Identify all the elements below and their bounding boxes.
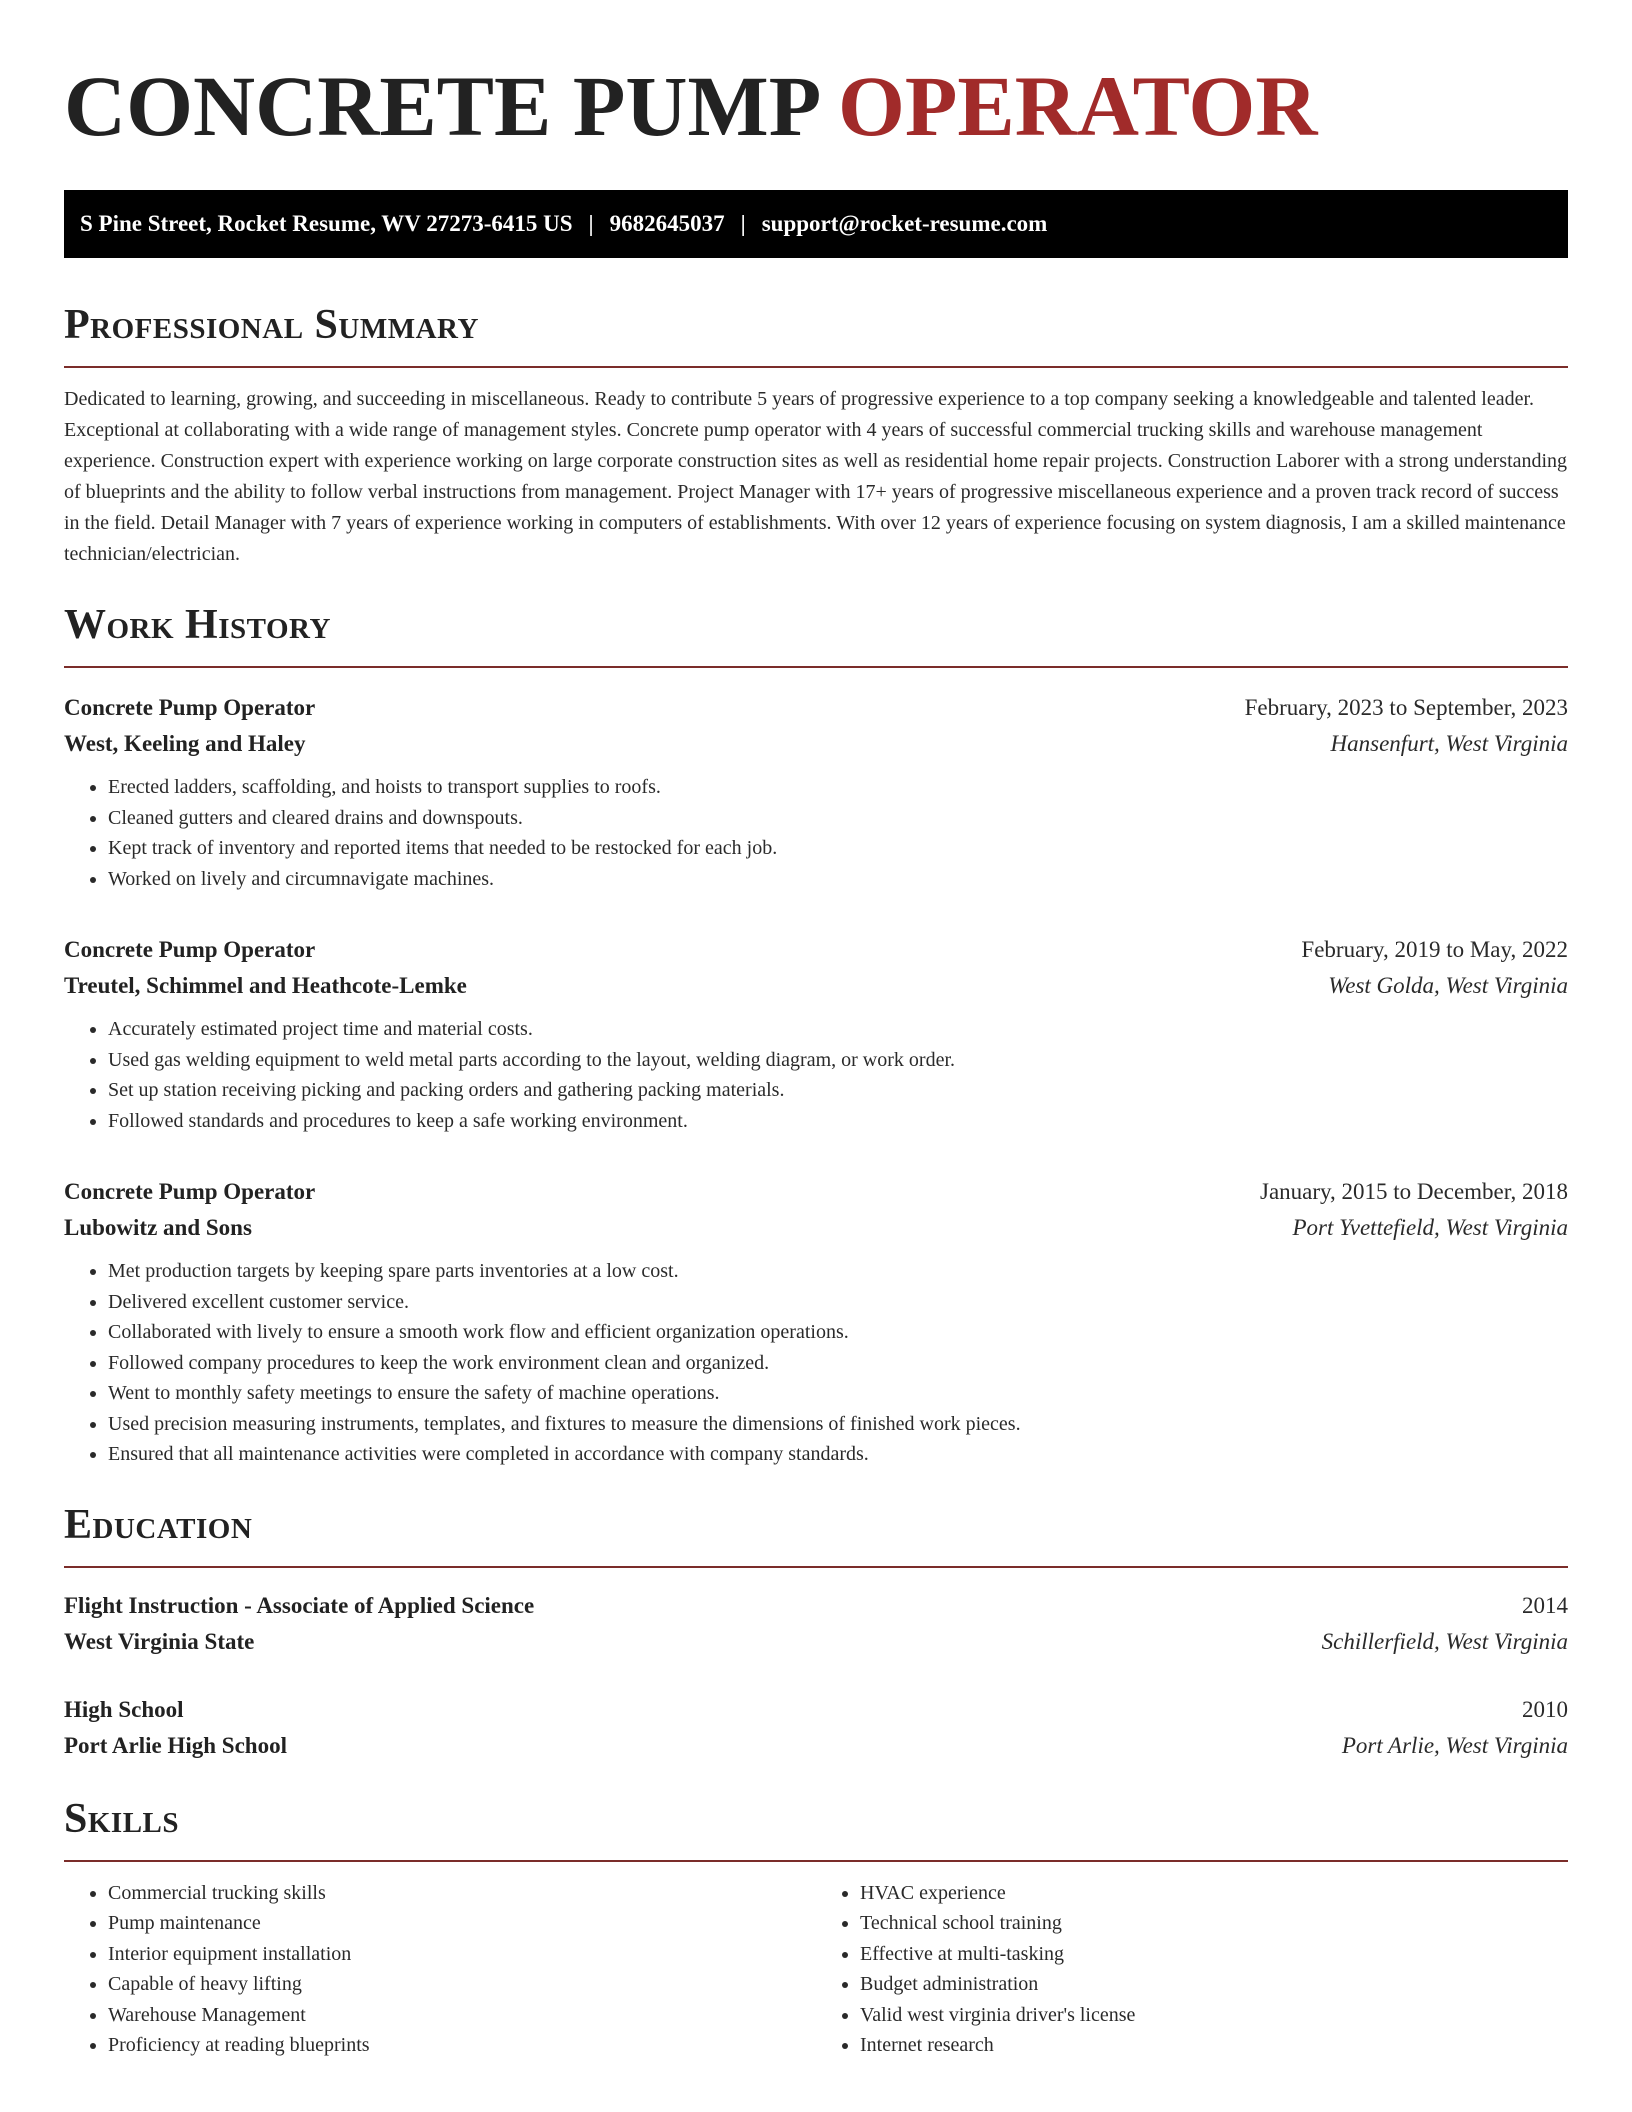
section-divider (64, 366, 1568, 368)
name-first: CONCRETE PUMP (64, 58, 817, 154)
job-duty: • Ensured that all maintenance activities were completed in accordance with company standards. (108, 1439, 1568, 1470)
job-entry (64, 1174, 1568, 1470)
job-duties-list (64, 772, 1568, 894)
contact-email: support@rocket-resume.com (761, 211, 1048, 236)
job-dates: February, 2023 to September, 2023 (1244, 695, 1568, 720)
job-company: Lubowitz and Sons (64, 1215, 252, 1240)
job-duty: • Kept track of inventory and reported items that needed to be restocked for each job. (108, 833, 1568, 864)
contact-separator: | (588, 211, 594, 236)
job-duty: • Set up station receiving picking and packing orders and gathering packing materials. (108, 1075, 1568, 1106)
job-duty: • Used gas welding equipment to weld metal parts according to the layout, welding diagram, or work order. (108, 1045, 1568, 1076)
job-duty: • Followed company procedures to keep the work environment clean and organized. (108, 1348, 1568, 1379)
skills-section (64, 1794, 1568, 2061)
job-title: Concrete Pump Operator (64, 937, 316, 962)
contact-address: S Pine Street, Rocket Resume, WV 27273-6415 US (80, 211, 573, 236)
education-school: Port Arlie High School (64, 1732, 287, 1758)
skill-item: • Internet research (860, 2030, 1568, 2061)
skills-columns (64, 1878, 1568, 2061)
education-location: Port Arlie, West Virginia (1341, 1732, 1568, 1758)
job-title: Concrete Pump Operator (64, 695, 316, 720)
education-degree: Flight Instruction - Associate of Applied Science (64, 1592, 535, 1618)
job-duty: • Met production targets by keeping spare parts inventories at a low cost. (108, 1256, 1568, 1287)
skill-item: • Valid west virginia driver's license (860, 2000, 1568, 2031)
section-title-skills: Skills (64, 1795, 180, 1842)
skill-item: • HVAC experience (860, 1878, 1568, 1909)
skill-item: • Warehouse Management (108, 2000, 816, 2031)
job-duty: • Cleaned gutters and cleared drains and downspouts. (108, 803, 1568, 834)
section-divider (64, 1566, 1568, 1568)
job-duty: • Accurately estimated project time and material costs. (108, 1014, 1568, 1045)
skill-item: • Technical school training (860, 1908, 1568, 1939)
skill-item: • Budget administration (860, 1969, 1568, 2000)
contact-bar (64, 190, 1568, 258)
job-company: Treutel, Schimmel and Heathcote-Lemke (64, 973, 467, 998)
work-history-section (64, 600, 1568, 1470)
job-duty: • Delivered excellent customer service. (108, 1287, 1568, 1318)
education-entry (64, 1588, 1568, 1660)
summary-text: Dedicated to learning, growing, and succeeding in miscellaneous. Ready to contribute 5 years of progressive experience to a top company seeking a knowledgeable and talented leader. Exceptional at collaborating with a wide range of management styles. Concrete pump operator with 4 years of successful commercial trucking skills and warehouse management experience. Construction expert with experience working on large corporate construction sites as well as residential home repair projects. Construction Laborer with a strong understanding of blueprints and the ability to follow verbal instructions from management. Project Manager with 17+ years of progressive miscellaneous experience and a proven track record of success in the field. Detail Manager with 7 years of experience working in computers of establishments. With over 12 years of experience focusing on system diagnosis, I am a skilled maintenance technician/electrician. (64, 388, 1568, 565)
contact-separator: | (740, 211, 746, 236)
education-year: 2014 (1522, 1592, 1568, 1618)
summary-section (64, 300, 1568, 570)
skill-item: • Pump maintenance (108, 1908, 816, 1939)
job-duty: • Collaborated with lively to ensure a smooth work flow and efficient organization operations. (108, 1317, 1568, 1348)
resume-name (64, 56, 1568, 156)
job-duties-list (64, 1014, 1568, 1136)
job-location: Port Yvettefield, West Virginia (1292, 1215, 1568, 1240)
job-duty: • Erected ladders, scaffolding, and hoists to transport supplies to roofs. (108, 772, 1568, 803)
education-school: West Virginia State (64, 1628, 255, 1654)
section-title-summary: Professional Summary (64, 302, 479, 348)
education-entry (64, 1692, 1568, 1764)
job-duty: • Used precision measuring instruments, templates, and fixtures to measure the dimensions of finished work pieces. (108, 1409, 1568, 1440)
name-accent: OPERATOR (838, 58, 1318, 154)
job-dates: February, 2019 to May, 2022 (1301, 937, 1568, 962)
skill-item: • Proficiency at reading blueprints (108, 2030, 816, 2061)
job-duty: • Followed standards and procedures to keep a safe working environment. (108, 1106, 1568, 1137)
job-duty: • Worked on lively and circumnavigate machines. (108, 864, 1568, 895)
job-location: Hansenfurt, West Virginia (1330, 731, 1568, 756)
skills-list-left (64, 1878, 816, 2061)
education-year: 2010 (1522, 1696, 1568, 1722)
education-section (64, 1500, 1568, 1764)
job-dates: January, 2015 to December, 2018 (1260, 1179, 1568, 1204)
skills-list-right (816, 1878, 1568, 2061)
section-divider (64, 666, 1568, 668)
section-title-work-history: Work History (64, 602, 331, 648)
job-entry (64, 932, 1568, 1136)
job-duty: • Went to monthly safety meetings to ensure the safety of machine operations. (108, 1378, 1568, 1409)
skill-item: • Effective at multi-tasking (860, 1939, 1568, 1970)
contact-phone: 9682645037 (609, 211, 725, 236)
job-entry (64, 690, 1568, 894)
skill-item: • Interior equipment installation (108, 1939, 816, 1970)
job-company: West, Keeling and Haley (64, 731, 306, 756)
job-title: Concrete Pump Operator (64, 1179, 316, 1204)
section-divider (64, 1860, 1568, 1862)
job-duties-list (64, 1256, 1568, 1470)
education-degree: High School (64, 1696, 184, 1722)
section-title-education: Education (64, 1501, 253, 1548)
job-location: West Golda, West Virginia (1328, 973, 1568, 998)
skill-item: • Commercial trucking skills (108, 1878, 816, 1909)
skill-item: • Capable of heavy lifting (108, 1969, 816, 2000)
education-location: Schillerfield, West Virginia (1321, 1628, 1568, 1654)
